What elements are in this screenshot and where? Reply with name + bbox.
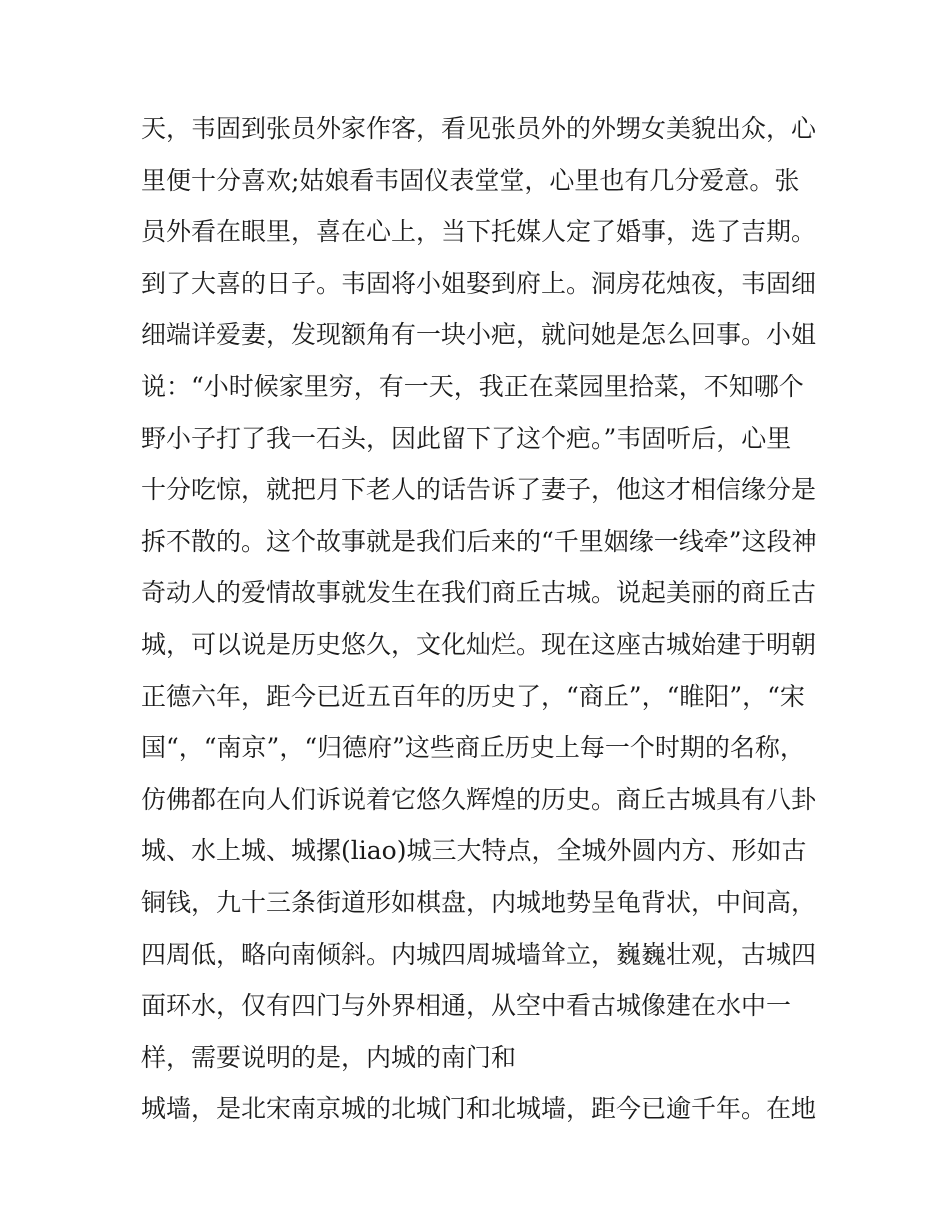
text-line: 城，可以说是历史悠久，文化灿烂。现在这座古城始建于明朝: [141, 629, 817, 659]
text-line: 面环水，仅有四门与外界相通，从空中看古城像建在水中一: [141, 991, 792, 1021]
text-line: 十分吃惊，就把月下老人的话告诉了妻子，他这才相信缘分是: [141, 475, 817, 505]
text-line: 奇动人的爱情故事就发生在我们商丘古城。说起美丽的商丘古: [141, 578, 817, 608]
text-line: 里便十分喜欢;姑娘看韦固仪表堂堂，心里也有几分爱意。张: [141, 165, 800, 195]
text-line: 仿佛都在向人们诉说着它悠久辉煌的历史。商丘古城具有八卦: [141, 784, 817, 814]
text-line: 拆不散的。这个故事就是我们后来的“千里姻缘一线牵”这段神: [141, 526, 817, 556]
text-line: 说：“小时候家里穷，有一天，我正在菜园里拾菜，不知哪个: [141, 371, 804, 401]
text-line: 员外看在眼里，喜在心上，当下托媒人定了婚事，选了吉期。: [141, 217, 817, 247]
text-line: 天，韦固到张员外家作客，看见张员外的外甥女美貌出众，心: [141, 114, 817, 143]
text-line: 国“，“南京”，“归德府”这些商丘历史上每一个时期的名称，: [141, 733, 805, 763]
text-line: 到了大喜的日子。韦固将小姐娶到府上。洞房花烛夜，韦固细: [141, 268, 817, 298]
text-line: 样，需要说明的是，内城的南门和: [141, 1042, 517, 1072]
text-line: 野小子打了我一石头，因此留下了这个疤。”韦固听后，心里: [141, 423, 792, 453]
body-text: [141, 110, 821, 1142]
text-line: 铜钱，九十三条街道形如棋盘，内城地势呈龟背状，中间高，: [141, 887, 817, 917]
text-line: 城、水上城、城摞(liao)城三大特点，全城外圆内方、形如古: [141, 836, 807, 866]
text-line: 城墙，是北宋南京城的北城门和北城墙，距今已逾千年。在地: [141, 1094, 817, 1124]
text-line: 正德六年，距今已近五百年的历史了，“商丘”，“睢阳”，“宋: [141, 681, 805, 711]
text-line: 细端详爱妻，发现额角有一块小疤，就问她是怎么回事。小姐: [141, 320, 817, 350]
text-line: 四周低，略向南倾斜。内城四周城墙耸立，巍巍壮观，古城四: [141, 939, 817, 969]
